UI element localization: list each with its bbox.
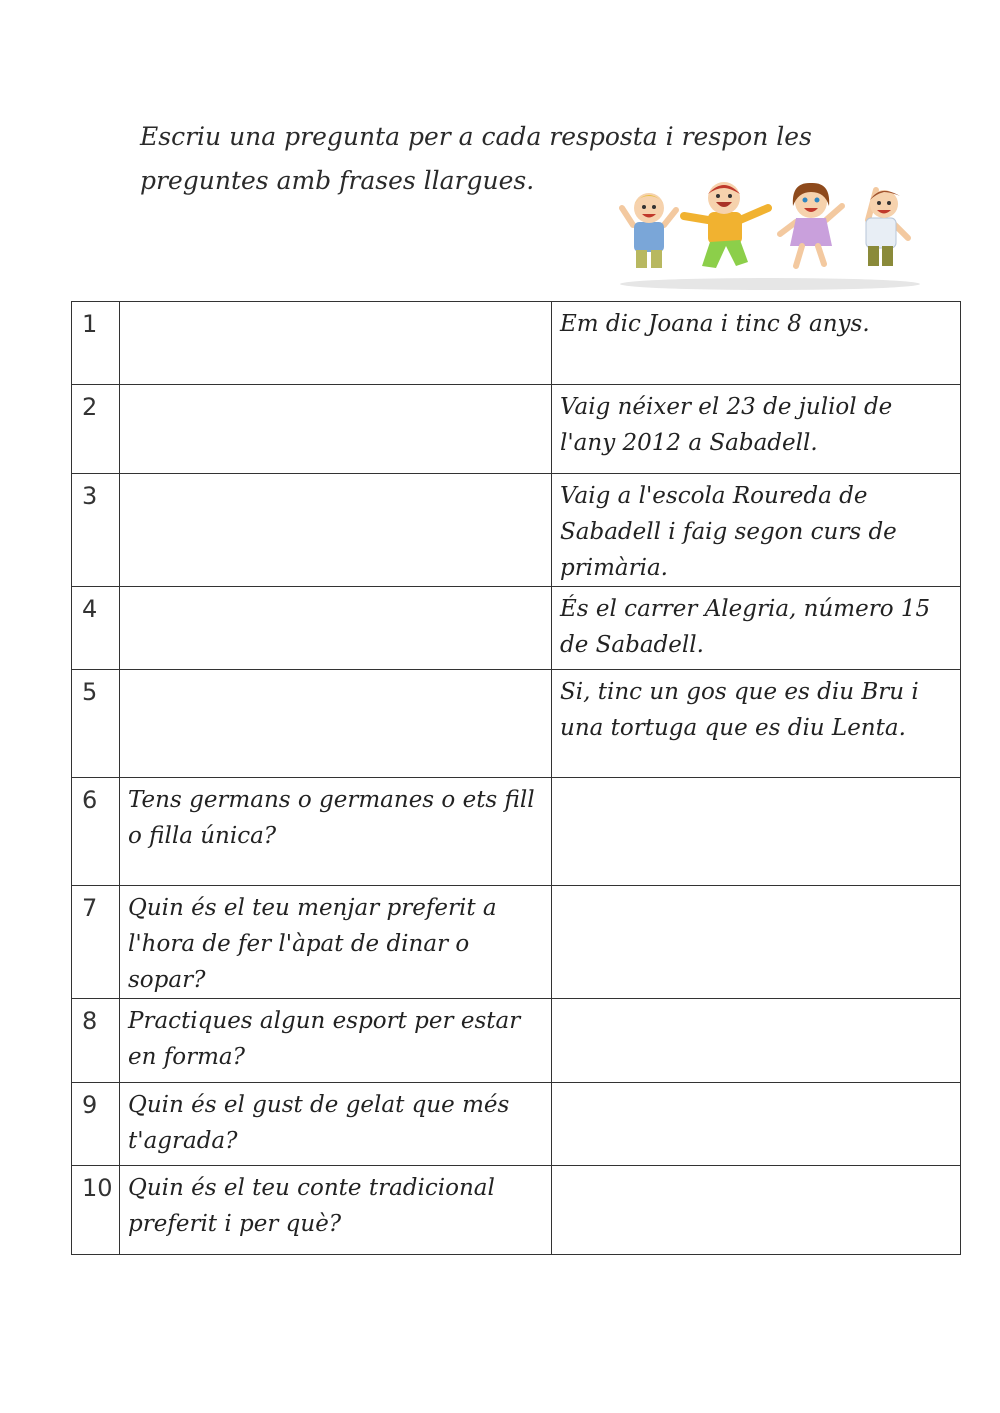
table-row: [72, 778, 961, 886]
table-row: [72, 1083, 961, 1166]
instructions-text: Escriu una pregunta per a cada resposta i respon les preguntes amb frases llargues.: [140, 122, 812, 195]
row-number: 2: [72, 385, 120, 474]
answer-cell: Em dic Joana i tinc 8 anys.: [552, 302, 961, 385]
table-row: [72, 999, 961, 1083]
row-number: 1: [72, 302, 120, 385]
answer-cell[interactable]: [552, 886, 961, 999]
table-row: [72, 670, 961, 778]
table-row: [72, 302, 961, 385]
table-row: [72, 1166, 961, 1255]
question-cell: Tens germans o germanes o ets fill o filla única?: [120, 778, 552, 886]
question-cell: Practiques algun esport per estar en forma?: [120, 999, 552, 1083]
kid-4-figure: [866, 190, 908, 266]
row-number: 6: [72, 778, 120, 886]
table-row: [72, 385, 961, 474]
answer-cell: Vaig néixer el 23 de juliol de l'any 2012 a Sabadell.: [552, 385, 961, 474]
question-cell: Quin és el gust de gelat que més t'agrada?: [120, 1083, 552, 1166]
kid-2-figure: [684, 182, 768, 268]
answer-cell[interactable]: [552, 999, 961, 1083]
question-cell[interactable]: [120, 385, 552, 474]
question-cell[interactable]: [120, 587, 552, 670]
question-cell[interactable]: [120, 474, 552, 587]
answer-cell[interactable]: [552, 1166, 961, 1255]
question-cell[interactable]: [120, 302, 552, 385]
row-number: 9: [72, 1083, 120, 1166]
table-row: [72, 587, 961, 670]
question-cell: Quin és el teu conte tradicional preferit i per què?: [120, 1166, 552, 1255]
question-cell[interactable]: [120, 670, 552, 778]
row-number: 10: [72, 1166, 120, 1255]
question-cell: Quin és el teu menjar preferit a l'hora de fer l'àpat de dinar o sopar?: [120, 886, 552, 999]
row-number: 8: [72, 999, 120, 1083]
answer-cell: Si, tinc un gos que es diu Bru i una tortuga que es diu Lenta.: [552, 670, 961, 778]
row-number: 4: [72, 587, 120, 670]
answer-cell[interactable]: [552, 1083, 961, 1166]
row-number: 3: [72, 474, 120, 587]
question-answer-table: [71, 301, 961, 1255]
table-row: [72, 474, 961, 587]
answer-cell: Vaig a l'escola Roureda de Sabadell i faig segon curs de primària.: [552, 474, 961, 587]
table-row: [72, 886, 961, 999]
kid-3-figure: [780, 183, 842, 266]
jumping-children-illustration: [618, 180, 923, 290]
answer-cell: És el carrer Alegria, número 15 de Sabadell.: [552, 587, 961, 670]
answer-cell[interactable]: [552, 778, 961, 886]
row-number: 7: [72, 886, 120, 999]
row-number: 5: [72, 670, 120, 778]
kid-1-figure: [622, 193, 676, 268]
